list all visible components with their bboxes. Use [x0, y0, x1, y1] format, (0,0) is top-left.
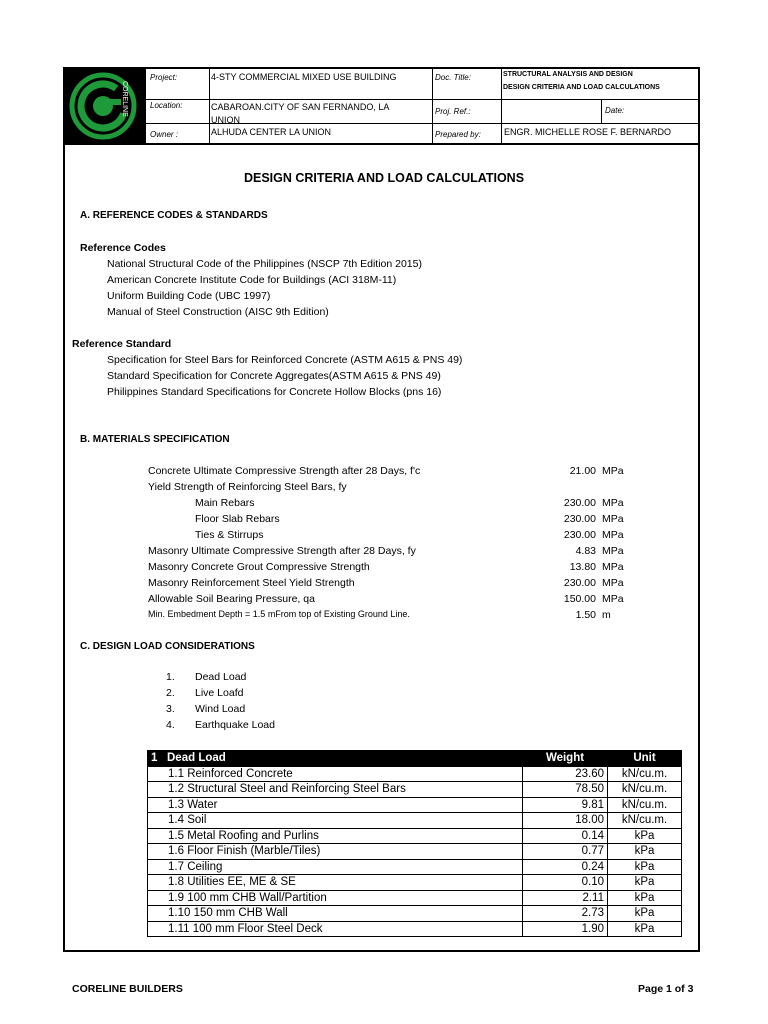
row-number: 1.1 — [168, 767, 184, 780]
reference-standard-heading: Reference Standard — [72, 338, 172, 350]
project-value: 4-STY COMMERCIAL MIXED USE BUILDING — [211, 72, 397, 82]
row-weight: 18.00 — [523, 813, 608, 829]
material-label: Masonry Concrete Grout Compressive Strength — [148, 561, 370, 573]
row-number: 1.9 — [168, 891, 184, 904]
load-item-cell — [148, 921, 523, 937]
code-item: Manual of Steel Construction (AISC 9th Edition) — [107, 306, 329, 318]
load-item-label: Live Loafd — [195, 687, 244, 699]
material-unit: m — [602, 609, 611, 621]
code-item: National Structural Code of the Philippines (NSCP 7th Edition 2015) — [107, 258, 422, 270]
row-unit: kN/cu.m. — [608, 813, 682, 829]
row-weight: 1.90 — [523, 921, 608, 937]
prepared-by-label: Prepared by: — [435, 130, 481, 139]
row-weight: 78.50 — [523, 782, 608, 798]
material-unit: MPa — [602, 497, 624, 509]
material-label: Masonry Reinforcement Steel Yield Strength — [148, 577, 355, 589]
location-label: Location: — [150, 101, 183, 110]
load-item-cell — [148, 813, 523, 829]
material-label: Allowable Soil Bearing Pressure, qa — [148, 593, 315, 605]
reference-codes-heading: Reference Codes — [80, 242, 166, 254]
load-item-cell — [148, 766, 523, 782]
section-b-heading: B. MATERIALS SPECIFICATION — [80, 434, 230, 445]
row-number: 1.4 — [168, 814, 184, 827]
load-item-cell — [148, 859, 523, 875]
load-item-cell — [148, 844, 523, 860]
code-item: Uniform Building Code (UBC 1997) — [107, 290, 271, 302]
company-logo — [65, 69, 146, 143]
table-row — [148, 844, 682, 860]
footer-company: CORELINE BUILDERS — [72, 983, 183, 995]
coreline-logo-icon — [65, 69, 145, 143]
row-number: 1.11 — [168, 922, 190, 935]
row-weight: 2.11 — [523, 890, 608, 906]
table-row — [148, 766, 682, 782]
footer-page-number: Page 1 of 3 — [638, 983, 694, 995]
row-item: Structural Steel and Reinforcing Steel Bars — [187, 783, 406, 796]
row-unit: kPa — [608, 828, 682, 844]
row-weight: 23.60 — [523, 766, 608, 782]
table-row — [148, 921, 682, 937]
material-value: 1.50 — [575, 609, 596, 621]
row-number: 1.8 — [168, 876, 184, 889]
material-label: Yield Strength of Reinforcing Steel Bars, fy — [148, 481, 347, 493]
load-item-cell — [148, 906, 523, 922]
material-label: Min. Embedment Depth = 1.5 mFrom top of Existing Ground Line. — [148, 609, 410, 619]
table-row — [148, 797, 682, 813]
material-value: 230.00 — [563, 529, 596, 541]
material-label: Main Rebars — [195, 497, 255, 509]
material-unit: MPa — [602, 545, 624, 557]
row-item: Ceiling — [187, 860, 223, 873]
row-item: Water — [187, 798, 218, 811]
material-label: Floor Slab Rebars — [195, 513, 280, 525]
table-row — [148, 782, 682, 798]
table-row — [148, 859, 682, 875]
row-number: 1.3 — [168, 798, 184, 811]
row-item: 100 mm Floor Steel Deck — [192, 922, 323, 935]
table-row — [148, 813, 682, 829]
row-unit: kN/cu.m. — [608, 782, 682, 798]
row-weight: 0.77 — [523, 844, 608, 860]
row-weight: 0.14 — [523, 828, 608, 844]
material-label: Ties & Stirrups — [195, 529, 264, 541]
project-label: Project: — [150, 73, 178, 82]
material-unit: MPa — [602, 513, 624, 525]
material-value: 230.00 — [563, 497, 596, 509]
row-item: 100 mm CHB Wall/Partition — [187, 891, 327, 904]
standard-item: Standard Specification for Concrete Aggregates(ASTM A615 & PNS 49) — [107, 370, 441, 382]
table-row — [148, 828, 682, 844]
row-unit: kN/cu.m. — [608, 766, 682, 782]
load-item-cell — [148, 782, 523, 798]
material-unit: MPa — [602, 465, 624, 477]
row-unit: kPa — [608, 890, 682, 906]
code-item: American Concrete Institute Code for Buildings (ACI 318M-11) — [107, 274, 397, 286]
material-unit: MPa — [602, 529, 624, 541]
proj-ref-label: Proj. Ref.: — [435, 107, 471, 116]
row-item: Reinforced Concrete — [187, 767, 293, 780]
material-value: 230.00 — [563, 577, 596, 589]
date-label: Date: — [605, 106, 625, 115]
load-item-number: 4. — [166, 719, 175, 731]
page-title: DESIGN CRITERIA AND LOAD CALCULATIONS — [243, 171, 525, 185]
row-item: Soil — [187, 814, 207, 827]
row-unit: kPa — [608, 844, 682, 860]
table-row — [148, 906, 682, 922]
material-unit: MPa — [602, 561, 624, 573]
material-unit: MPa — [602, 593, 624, 605]
row-unit: kPa — [608, 921, 682, 937]
standard-item: Specification for Steel Bars for Reinforced Concrete (ASTM A615 & PNS 49) — [107, 354, 463, 366]
load-item-label: Dead Load — [195, 671, 247, 683]
load-item-cell — [148, 797, 523, 813]
unit-header: Unit — [608, 751, 682, 767]
load-item-cell — [148, 828, 523, 844]
weight-header: Weight — [523, 751, 608, 767]
table-header-row — [148, 751, 682, 767]
load-item-label: Wind Load — [195, 703, 246, 715]
row-unit: kPa — [608, 859, 682, 875]
standard-item: Philippines Standard Specifications for Concrete Hollow Blocks (pns 16) — [107, 386, 442, 398]
material-value: 13.80 — [569, 561, 596, 573]
load-item-number: 2. — [166, 687, 175, 699]
table-row — [148, 875, 682, 891]
doc-title-line1: STRUCTURAL ANALYSIS AND DESIGN — [503, 71, 633, 78]
doc-title-label: Doc. Title: — [435, 73, 471, 82]
row-weight: 9.81 — [523, 797, 608, 813]
load-item-cell — [148, 875, 523, 891]
material-value: 150.00 — [563, 593, 596, 605]
material-value: 21.00 — [569, 465, 596, 477]
table-row — [148, 890, 682, 906]
owner-value: ALHUDA CENTER LA UNION — [211, 127, 332, 137]
row-number: 1.6 — [168, 845, 184, 858]
row-unit: kPa — [608, 875, 682, 891]
load-item-cell — [148, 890, 523, 906]
row-item: Utilities EE, ME & SE — [187, 876, 296, 889]
row-item: 150 mm CHB Wall — [193, 907, 288, 920]
table-number: 1 — [151, 752, 158, 765]
material-label: Concrete Ultimate Compressive Strength after 28 Days, f'c — [148, 465, 421, 477]
section-a-heading: A. REFERENCE CODES & STANDARDS — [80, 210, 268, 221]
row-item: Metal Roofing and Purlins — [187, 829, 319, 842]
row-number: 1.10 — [168, 907, 191, 920]
table-title: Dead Load — [167, 752, 226, 765]
section-c-heading: C. DESIGN LOAD CONSIDERATIONS — [80, 641, 255, 652]
table-title-cell — [148, 751, 523, 767]
row-unit: kPa — [608, 906, 682, 922]
row-weight: 0.10 — [523, 875, 608, 891]
load-item-number: 1. — [166, 671, 175, 683]
title-block — [65, 69, 698, 145]
load-item-number: 3. — [166, 703, 175, 715]
logo-text: CORELINE — [121, 81, 128, 117]
owner-label: Owner : — [150, 130, 179, 139]
row-number: 1.5 — [168, 829, 184, 842]
row-unit: kN/cu.m. — [608, 797, 682, 813]
load-item-label: Earthquake Load — [195, 719, 275, 731]
location-value: CABAROAN.CITY OF SAN FERNANDO, LA UNION — [211, 102, 389, 125]
row-weight: 2.73 — [523, 906, 608, 922]
material-unit: MPa — [602, 577, 624, 589]
row-item: Floor Finish (Marble/Tiles) — [187, 845, 321, 858]
material-label: Masonry Ultimate Compressive Strength after 28 Days, fy — [148, 545, 416, 557]
material-value: 230.00 — [563, 513, 596, 525]
row-number: 1.7 — [168, 860, 184, 873]
row-number: 1.2 — [168, 783, 184, 796]
doc-title-line2: DESIGN CRITERIA AND LOAD CALCULATIONS — [503, 84, 660, 91]
row-weight: 0.24 — [523, 859, 608, 875]
dead-load-table — [147, 750, 682, 937]
material-value: 4.83 — [575, 545, 596, 557]
prepared-by-value: ENGR. MICHELLE ROSE F. BERNARDO — [504, 127, 672, 137]
